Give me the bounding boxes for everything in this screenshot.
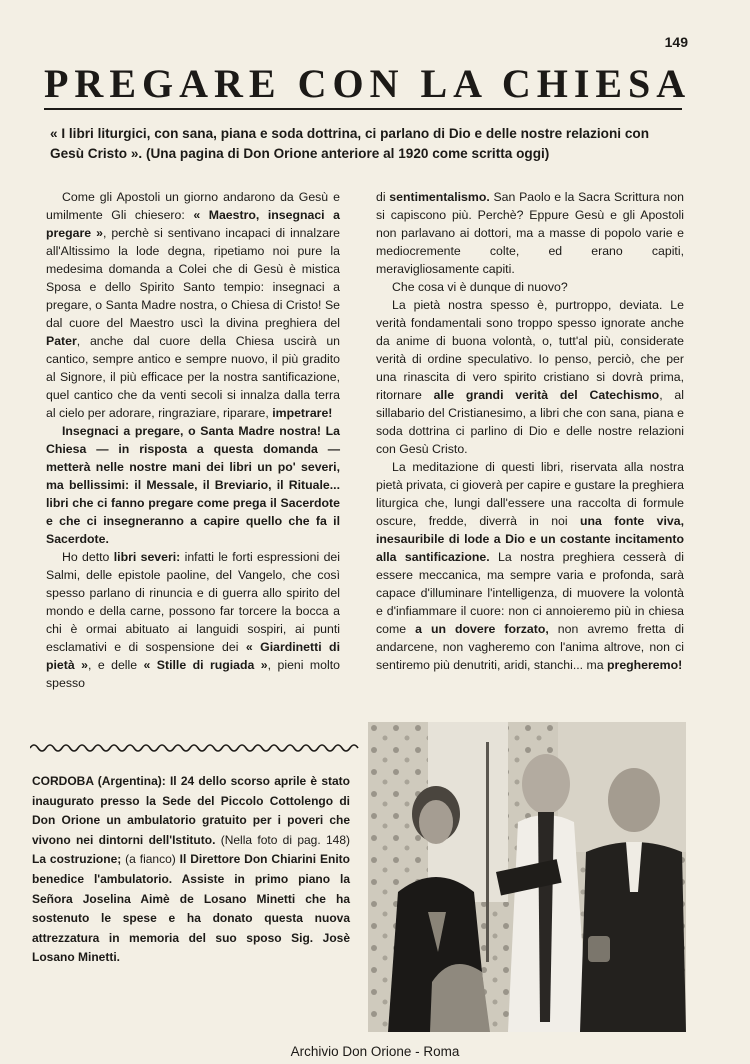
text-run: La nostra preghiera cesserà di essere meccanica, ma sempre varia e profonda, sarà capace d'illuminare l'intelligenza, di muovere la volontà e d'infiammare il cuore: non ci annoieremo più in chiesa come [376, 550, 684, 636]
text-run-bold: pregheremo! [607, 658, 683, 672]
caption-text-normal: (Nella foto di pag. 148) [215, 832, 350, 847]
text-run-bold: a un dovere forzato, [415, 622, 549, 636]
photo-illustration [368, 722, 686, 1032]
text-run-bold: « Maestro, insegnaci a pregare » [46, 208, 340, 240]
page-title: PREGARE CON LA CHIESA [44, 61, 692, 106]
text-run-bold: libri severi: [113, 550, 181, 564]
caption-text: La costruzione; [32, 852, 122, 867]
right-paragraph-2: Che cosa vi è dunque di nuovo? [392, 280, 568, 294]
caption-text: Il Direttore Don Chiarini Enito benedice l'ambulatorio. Assiste in primo piano la Señora Joselina Aimè de Losano Minetti che ha sostenuto le spese e ha donato questa nuova attrezzatura in memoria del suo sposo Sig. Josè Losano Minetti. [32, 852, 350, 965]
text-run: di [376, 190, 390, 204]
text-run-bold: impetrare! [272, 406, 333, 420]
text-run-bold: una fonte viva, inesauribile di lode a Dio e un costante incitamento alla santificazione. [376, 514, 684, 564]
caption-text-normal: (a fianco) [121, 852, 180, 867]
text-run: , al sillabario del Cristianesimo, a libri che con sana, piana e soda dottrina ci parlino di Dio e delle nostre relazioni con Gesù Cristo. [376, 388, 684, 456]
right-paragraph-3 [376, 296, 684, 458]
text-run: Come gli Apostoli un giorno andarono da Gesù e umilmente Gli chiesero: [46, 190, 340, 222]
wavy-divider [30, 740, 362, 756]
text-run: San Paolo e la Sacra Scrittura non si capiscono più. Perchè? Eppure Gesù e gli Apostoli non parlavano ai dottori, ma a masse di popolo varie e mediocremente colte, ed erano capiti, meravigliosamente capiti. [376, 190, 684, 276]
caption-text: CORDOBA (Argentina): Il 24 dello scorso aprile è stato inaugurato presso la Sede del Piccolo Cottolengo di Don Orione un ambulatorio gratuito per i poveri che vivono nei dintorni dell'Istituto. [32, 774, 350, 847]
text-run: La meditazione di questi libri, riservata alla nostra pietà privata, ci gioverà per capire e gustare la preghiera liturgica che, lungi dall'essere una raccolta di formule oscure, fredde, diverrà in noi [376, 460, 684, 528]
right-paragraph-4 [376, 458, 684, 674]
left-column [46, 188, 340, 692]
text-run: non avremo fretta di andarcene, non vagheremo con l'anima altrove, non ci sentiremo più denutriti, aridi, stanchi... ma [376, 622, 684, 672]
text-run: La pietà nostra spesso è, purtroppo, deviata. Le verità fondamentali sono troppo spesso ignorate anche da anime di buona volontà, o, tutt'al più, considerate verità di ordine speculativo. Io penso, perciò, che per una rinascita di vero spirito cristiano si dovrà prima, ritornare [376, 298, 684, 402]
text-run: , pieni molto spesso [46, 658, 340, 690]
page-number: 149 [664, 34, 688, 50]
text-run-bold: sentimentalismo. [389, 190, 490, 204]
text-run: Ho detto [62, 550, 114, 564]
archive-footer: Archivio Don Orione - Roma [290, 1044, 460, 1059]
photograph [368, 722, 686, 1032]
text-run: , e delle [87, 658, 144, 672]
text-run: infatti le forti espressioni dei Salmi, delle epistole paoline, del Vangelo, che così spesso parlano di rinuncia e di guerra allo spirito del mondo e della carne, possono far torcere la bocca a chi è ormai abituato ai languidi sospiri, ai punti esclamativi e di sospensione dei [46, 550, 340, 654]
left-paragraph-3 [46, 548, 340, 692]
left-paragraph-2: Insegnaci a pregare, o Santa Madre nostra! La Chiesa — in risposta a questa domanda — metterà nelle nostre mani dei libri un po' severi, ma bellissimi: il Messale, il Breviario, il Rituale... libri che ci fanno pregare come prega il Sacerdote e che ci insegneranno a capire quello che fa il Sacerdote. [46, 424, 340, 546]
text-run: , perchè si sentivano incapaci di innalzare all'Altissimo la lode degna, ripetiamo noi pure la medesima domanda a Colei che di Gesù è mistica Sposa e dello Spirito Santo tempio: insegnaci a pregare, o Santa Madre nostra, o Chiesa di Cristo! Se dal cuore del Maestro uscì la divina preghiera del [46, 226, 340, 330]
left-paragraph-1 [46, 188, 340, 422]
text-run-bold: Pater [46, 334, 77, 348]
text-run-bold: alle grandi verità del Catechismo [433, 388, 660, 402]
title-rule [44, 108, 682, 110]
subtitle: « I libri liturgici, con sana, piana e soda dottrina, ci parlano di Dio e delle nostre relazioni con Gesù Cristo ». (Una pagina di Don Orione anteriore al 1920 come scritta oggi) [50, 126, 650, 161]
right-column [376, 188, 684, 674]
text-run: , anche dal cuore della Chiesa uscirà un cantico, sempre antico e sempre nuovo, il più gradito al Signore, il più efficace per la nostra santificazione, quel cantico che da venti secoli si innalza dalla terra al cielo per adorare, ringraziare, riparare, [46, 334, 340, 420]
photo-caption [32, 772, 350, 968]
text-run-bold: « Stille di rugiada » [143, 658, 268, 672]
right-paragraph-1 [376, 188, 684, 278]
text-run-bold: « Giardinetti di pietà » [46, 640, 340, 672]
